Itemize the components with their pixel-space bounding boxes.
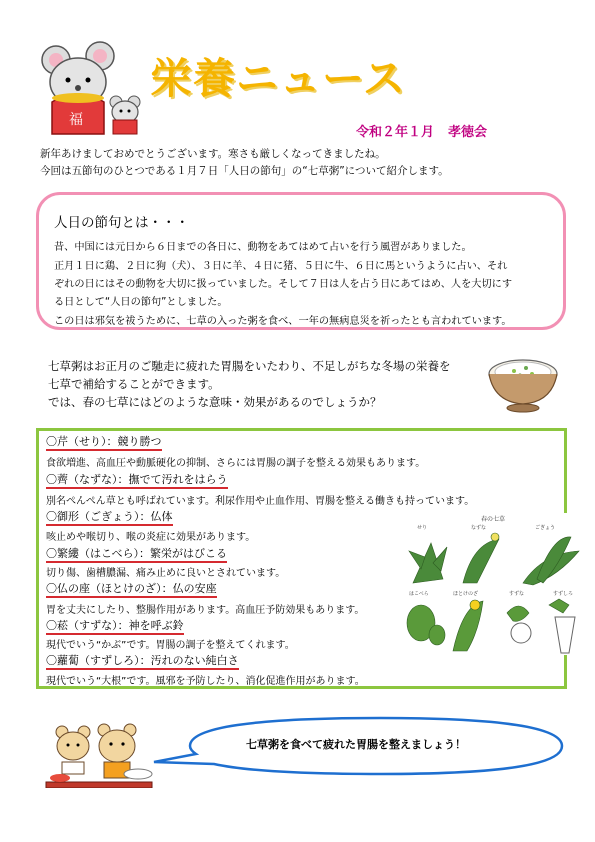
- herb-hotokenoza-title: 〇仏の座（ほとけのざ）：仏の安座: [46, 580, 217, 598]
- herb-hakobera-desc: 切り傷、歯槽膿漏、痛み止めに良いとされています。: [46, 568, 286, 579]
- page-title: 栄養ニュース: [150, 54, 406, 103]
- herb-label: せり: [417, 525, 428, 531]
- mouse-mascot-logo: [38, 40, 148, 136]
- intro-line: 今回は五節句のひとつである１月７日「人日の節句」の“七草粥”について紹介します。: [40, 165, 449, 177]
- herb-hotokenoza-desc: 胃を丈夫にしたり、整腸作用があります。高血圧予防効果もあります。: [46, 605, 365, 616]
- herb-gogyou-desc: 咳止めや喉切り、喉の炎症に効果があります。: [46, 532, 256, 543]
- nanakusa-intro-line: では、春の七草にはどのような意味・効果があるのでしょうか？: [48, 395, 382, 409]
- porridge-bowl-illustration: [486, 352, 560, 414]
- jinjitsu-line: ぞれの日にはその動物を大切に扱っていました。そして７日は人を占う日にあてはめ、人を大切にす: [54, 279, 513, 290]
- herb-label: ごぎょう: [535, 525, 556, 531]
- organization-name: 孝徳会: [448, 125, 488, 140]
- herb-gogyou-title: 〇御形（ごぎょう）：仏体: [46, 508, 173, 526]
- herb-seri-desc: 食欲増進、高血圧や動脈硬化の抑制、さらには胃腸の調子を整える効果もあります。: [46, 458, 426, 469]
- herb-hakobera-title: 〇繁縷（はこべら）：繁栄がはびこる: [46, 545, 227, 563]
- issue-date: 令和２年１月: [356, 125, 435, 140]
- badge-text: 福: [69, 112, 83, 128]
- herb-nazuna-desc: 別名ぺんぺん草とも呼ばれています。利尿作用や止血作用、胃腸を整える働きも持っています。: [46, 496, 475, 507]
- herb-label: すずな: [509, 591, 525, 597]
- issue-meta: [356, 121, 487, 140]
- closing-message: 七草粥を食べて疲れた胃腸を整えましょう！: [246, 738, 466, 751]
- herb-chart-title: 春の七草: [481, 516, 506, 523]
- herb-suzuna-title: 〇菘（すずな）：神を呼ぶ鈴: [46, 617, 184, 635]
- cooking-mascots-illustration: [40, 722, 160, 788]
- jinjitsu-line: 昔、中国には元日から６日までの各日に、動物をあてはめて占いを行う風習がありました。: [54, 242, 472, 253]
- jinjitsu-line: この日は邪気を祓うために、七草の入った粥を食べ、一年の無病息災を祈ったとも言われています。: [54, 316, 512, 327]
- jinjitsu-line: る日として“人日の節句”としました。: [54, 297, 228, 308]
- intro-line: 新年あけましておめでとうございます。寒さも厳しくなってきましたね。: [40, 148, 386, 160]
- herb-label: なずな: [471, 525, 487, 531]
- herb-seri-title: 〇芹（せり）：競り勝つ: [46, 433, 162, 451]
- jinjitsu-line: 正月１日に鶏、２日に狗（犬）、３日に羊、４日に猪、５日に牛、６日に馬というように占い、それ: [54, 261, 508, 272]
- herb-label: ほとけのざ: [453, 591, 479, 597]
- herb-label: すずしろ: [553, 591, 574, 597]
- herb-suzushiro-desc: 現代でいう“大根”です。風邪を予防したり、消化促進作用があります。: [46, 676, 365, 687]
- herb-label: はこべら: [409, 591, 429, 597]
- herb-suzushiro-title: 〇蘿蔔（すずしろ）：汚れのない純白さ: [46, 652, 239, 670]
- herb-nazuna-title: 〇薺（なずな）：撫でて汚れをはらう: [46, 471, 228, 489]
- nanakusa-intro-line: 七草で補給することができます。: [48, 377, 220, 391]
- nanakusa-intro-line: 七草粥はお正月のご馳走に疲れた胃腸をいたわり、不足しがちな冬場の栄養を: [48, 359, 451, 373]
- seven-herbs-illustration: [403, 513, 586, 655]
- jinjitsu-title: 人日の節句とは・・・: [54, 215, 189, 231]
- herb-suzuna-desc: 現代でいう“かぶ”です。胃腸の調子を整えてくれます。: [46, 640, 295, 651]
